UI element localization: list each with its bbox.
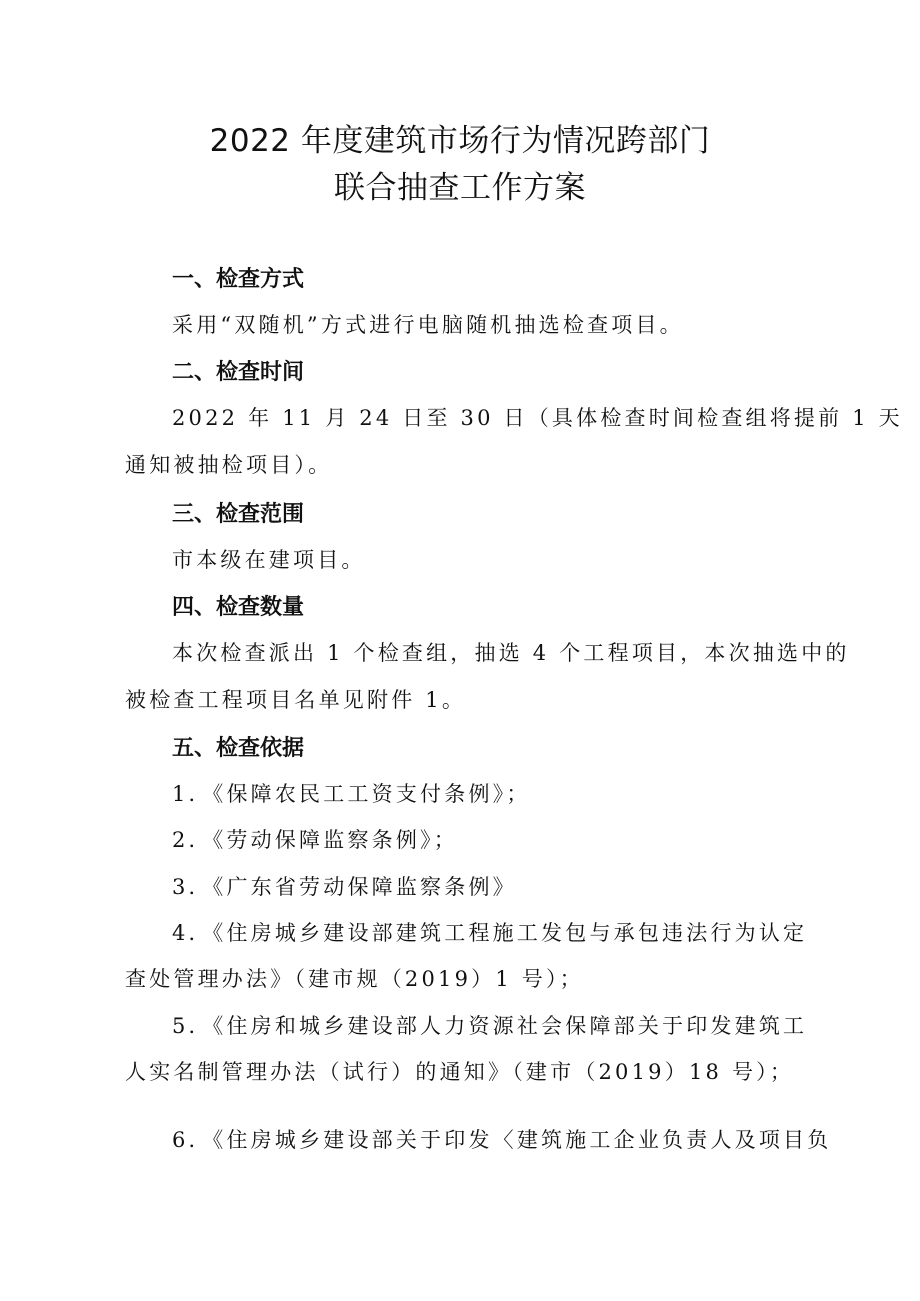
basis-item-5-line-2: 人实名制管理办法（试行）的通知》（建市（2019）18 号）； — [125, 1060, 795, 1084]
basis-item-2: 2．《劳动保障监察条例》； — [172, 828, 458, 852]
section-text-inspection-quantity-2: 被检查工程项目名单见附件 1。 — [125, 688, 467, 712]
section-heading-inspection-basis: 五、检查依据 — [172, 736, 305, 761]
section-heading-inspection-time: 二、检查时间 — [172, 360, 305, 385]
basis-item-4-line-2: 查处管理办法》（建市规（2019）1 号）； — [125, 967, 584, 991]
basis-item-5-line-1: 5．《住房和城乡建设部人力资源社会保障部关于印发建筑工 — [172, 1014, 808, 1038]
section-text-inspection-time-1: 2022 年 11 月 24 日至 30 日（具体检查时间检查组将提前 1 天 — [172, 406, 903, 430]
section-text-inspection-time-2: 通知被抽检项目）。 — [125, 453, 333, 477]
basis-item-3: 3．《广东省劳动保障监察条例》 — [172, 875, 517, 899]
section-text-inspection-quantity-1: 本次检查派出 1 个检查组，抽选 4 个工程项目，本次抽选中的 — [172, 641, 850, 665]
section-text-inspection-scope: 市本级在建项目。 — [172, 548, 366, 572]
basis-item-1: 1．《保障农民工工资支付条例》； — [172, 782, 531, 806]
section-heading-inspection-quantity: 四、检查数量 — [172, 595, 305, 620]
basis-item-4-line-1: 4．《住房城乡建设部建筑工程施工发包与承包违法行为认定 — [172, 921, 808, 945]
document-title-line-1: 2022 年度建筑市场行为情况跨部门 — [209, 123, 711, 159]
section-heading-inspection-scope: 三、检查范围 — [172, 502, 305, 527]
section-heading-inspection-method: 一、检查方式 — [172, 267, 305, 292]
document-title-line-2: 联合抽查工作方案 — [334, 170, 586, 206]
section-text-inspection-method: 采用“双随机”方式进行电脑随机抽选检查项目。 — [172, 313, 684, 337]
basis-item-6-line-1: 6．《住房城乡建设部关于印发〈建筑施工企业负责人及项目负 — [172, 1128, 832, 1152]
